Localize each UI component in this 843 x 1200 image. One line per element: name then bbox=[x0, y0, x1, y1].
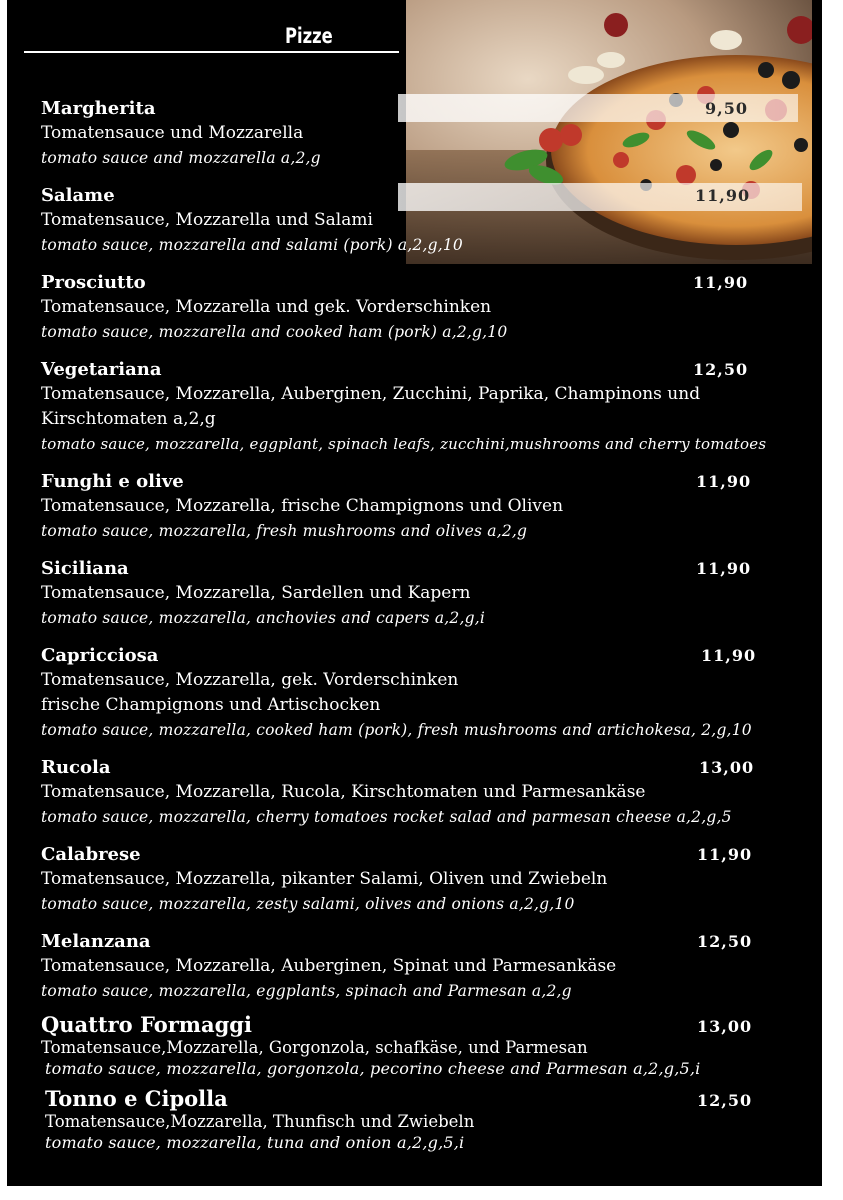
item-price: 11,90 bbox=[695, 186, 751, 205]
item-name: Salame bbox=[41, 185, 115, 206]
menu-item bbox=[41, 1012, 811, 1080]
item-price: 13,00 bbox=[697, 1017, 753, 1036]
item-name: Melanzana bbox=[41, 931, 151, 952]
item-price: 13,00 bbox=[699, 758, 755, 777]
item-description-en: tomato sauce, mozzarella, gorgonzola, pecorino cheese and Parmesan a,2,g,5,i bbox=[45, 1059, 701, 1078]
item-description-en: tomato sauce, mozzarella, eggplant, spinach leafs, zucchini,mushrooms and cherry tomatoes bbox=[41, 435, 767, 453]
item-description-en: tomato sauce, mozzarella and salami (pork) a,2,g,10 bbox=[41, 236, 463, 254]
item-description-de: Tomatensauce, Mozzarella, Auberginen, Zucchini, Paprika, Champinons und bbox=[41, 384, 701, 404]
item-price: 9,50 bbox=[705, 99, 748, 118]
item-description-en: tomato sauce, mozzarella, cooked ham (pork), fresh mushrooms and artichokesa, 2,g,10 bbox=[41, 721, 752, 739]
menu-item bbox=[41, 842, 811, 917]
item-description-en: tomato sauce, mozzarella and cooked ham (pork) a,2,g,10 bbox=[41, 323, 508, 341]
item-description-en: tomato sauce and mozzarella a,2,g bbox=[41, 149, 321, 167]
item-price: 12,50 bbox=[697, 1091, 753, 1110]
header-rule bbox=[24, 51, 399, 53]
item-description-de: Tomatensauce, Mozzarella, frische Champignons und Oliven bbox=[41, 496, 564, 516]
item-description-en: tomato sauce, mozzarella, fresh mushrooms and olives a,2,g bbox=[41, 522, 528, 540]
item-description-de: Tomatensauce, Mozzarella, Auberginen, Spinat und Parmesankäse bbox=[41, 956, 617, 976]
menu-item bbox=[41, 755, 811, 830]
item-name: Margherita bbox=[41, 98, 156, 119]
item-description-de: Tomatensauce und Mozzarella bbox=[41, 123, 304, 143]
item-description-de: Tomatensauce,Mozzarella, Thunfisch und Zwiebeln bbox=[45, 1112, 475, 1131]
item-description-de: Tomatensauce, Mozzarella und gek. Vorderschinken bbox=[41, 297, 492, 317]
section-title: Pizze bbox=[285, 24, 333, 48]
item-price: 11,90 bbox=[696, 472, 752, 491]
item-description-en: tomato sauce, mozzarella, eggplants, spinach and Parmesan a,2,g bbox=[41, 982, 572, 1000]
item-description-de: Tomatensauce, Mozzarella, Rucola, Kirschtomaten und Parmesankäse bbox=[41, 782, 646, 802]
menu-item bbox=[41, 929, 811, 1004]
item-name: Calabrese bbox=[41, 844, 141, 865]
item-description-de: Tomatensauce, Mozzarella und Salami bbox=[41, 210, 373, 230]
item-name: Vegetariana bbox=[41, 359, 162, 380]
item-description-en: tomato sauce, mozzarella, tuna and onion a,2,g,5,i bbox=[45, 1133, 465, 1152]
item-name: Prosciutto bbox=[41, 272, 146, 293]
menu-item bbox=[41, 643, 811, 743]
item-price: 11,90 bbox=[697, 845, 753, 864]
item-name: Quattro Formaggi bbox=[41, 1012, 252, 1037]
item-price: 11,90 bbox=[693, 273, 749, 292]
menu-page bbox=[7, 0, 822, 1186]
item-price: 12,50 bbox=[697, 932, 753, 951]
item-description-de: Tomatensauce, Mozzarella, pikanter Salami, Oliven und Zwiebeln bbox=[41, 869, 608, 889]
item-description-en: tomato sauce, mozzarella, cherry tomatoes rocket salad and parmesan cheese a,2,g,5 bbox=[41, 808, 732, 826]
item-description-de-line2: frische Champignons und Artischocken bbox=[41, 695, 381, 715]
item-description-de: Tomatensauce, Mozzarella, Sardellen und Kapern bbox=[41, 583, 471, 603]
item-name: Siciliana bbox=[41, 558, 129, 579]
item-description-de-line2: Kirschtomaten a,2,g bbox=[41, 409, 216, 429]
item-name: Capricciosa bbox=[41, 645, 159, 666]
item-description-de: Tomatensauce, Mozzarella, gek. Vorderschinken bbox=[41, 670, 459, 690]
item-name: Rucola bbox=[41, 757, 111, 778]
item-description-en: tomato sauce, mozzarella, anchovies and capers a,2,g,i bbox=[41, 609, 485, 627]
item-price: 11,90 bbox=[701, 646, 757, 665]
menu-item bbox=[41, 96, 811, 171]
item-description-en: tomato sauce, mozzarella, zesty salami, olives and onions a,2,g,10 bbox=[41, 895, 575, 913]
item-description-de: Tomatensauce,Mozzarella, Gorgonzola, schafkäse, und Parmesan bbox=[41, 1038, 588, 1057]
item-price: 12,50 bbox=[693, 360, 749, 379]
item-price: 11,90 bbox=[696, 559, 752, 578]
item-name: Funghi e olive bbox=[41, 471, 184, 492]
item-name: Tonno e Cipolla bbox=[45, 1086, 228, 1111]
